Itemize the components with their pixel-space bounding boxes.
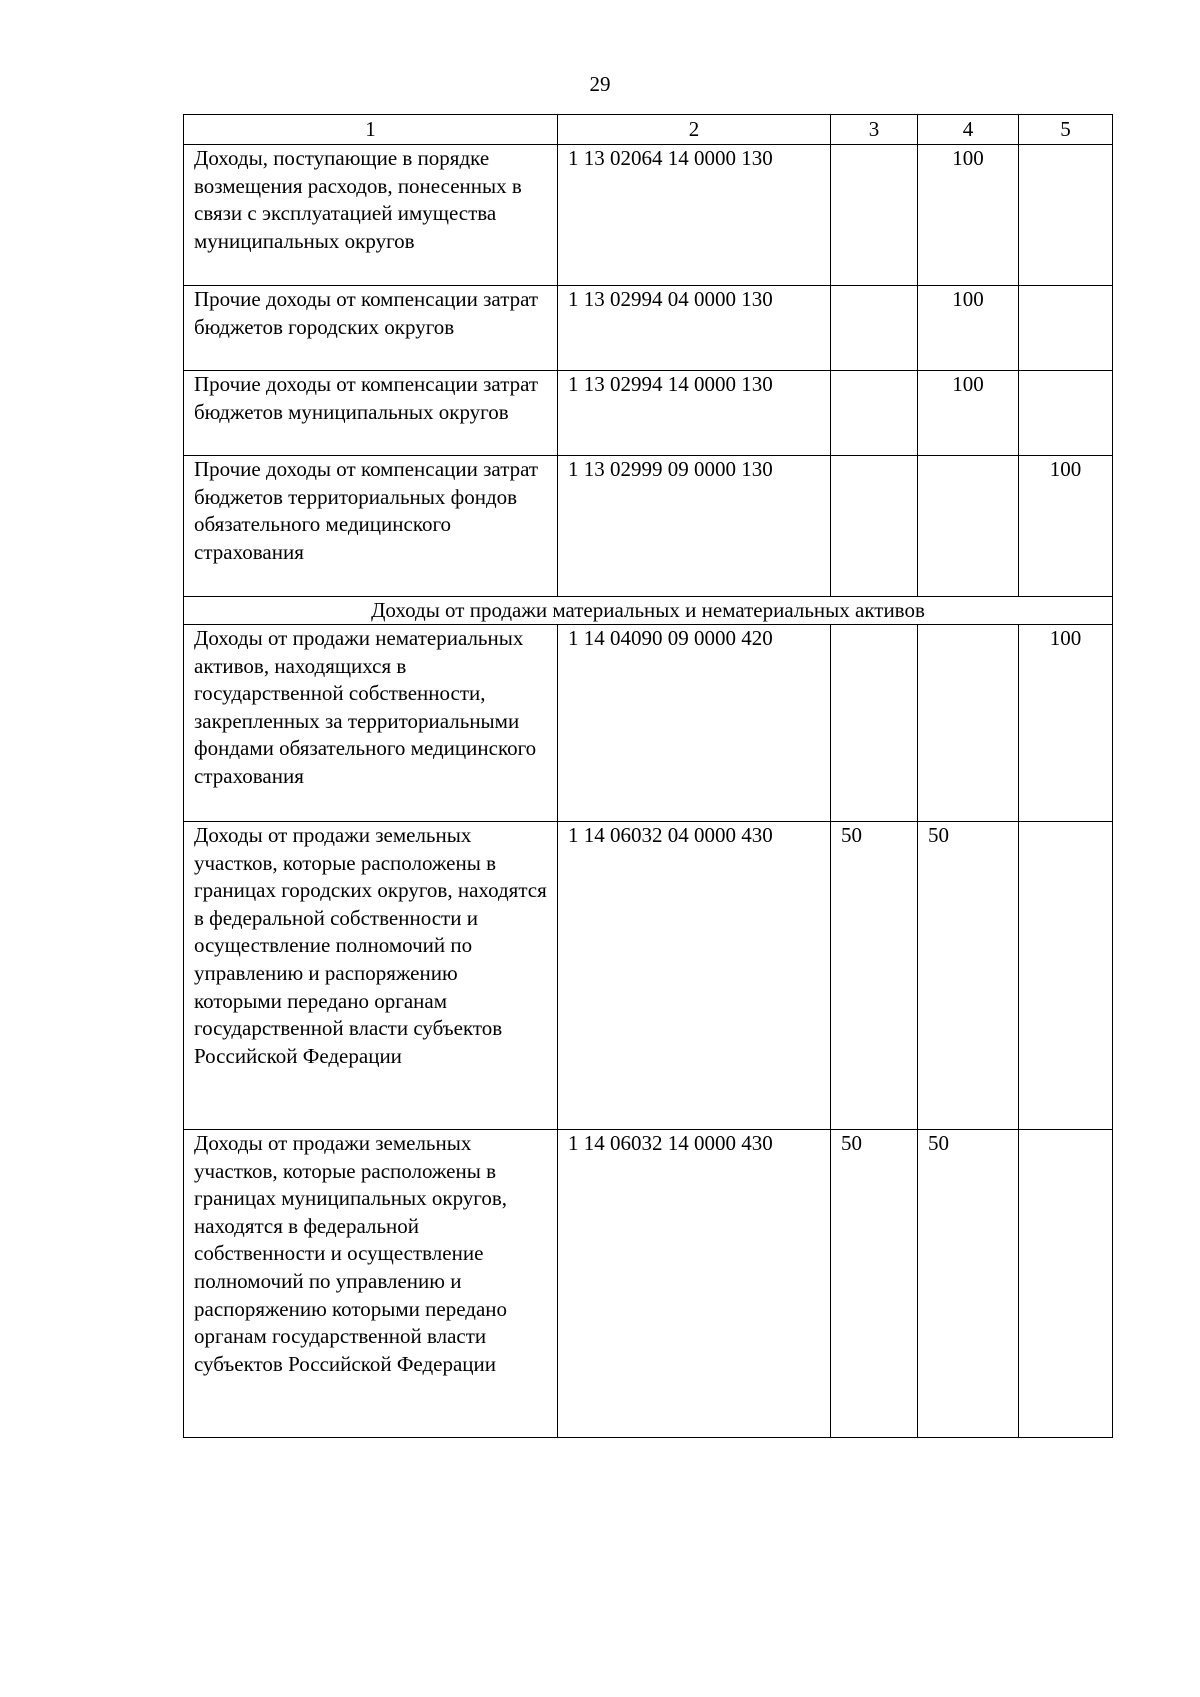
section-header-row	[184, 597, 1113, 625]
revenue-name: Прочие доходы от компенсации затрат бюджетов городских округов	[184, 286, 558, 371]
budget-code: 1 13 02994 04 0000 130	[558, 286, 831, 371]
share-col-3	[831, 456, 918, 597]
share-col-4: 50	[918, 1130, 1019, 1438]
header-col-3: 3	[831, 115, 918, 145]
revenue-name: Доходы от продажи земельных участков, которые расположены в границах муниципальных округов, находятся в федеральной собственности и осуществление полномочий по управлению и распоряжению которыми передано органам государственной власти субъектов Российской Федерации	[184, 1130, 558, 1438]
table-row	[184, 456, 1113, 597]
share-col-3: 50	[831, 1130, 918, 1438]
revenue-name: Доходы, поступающие в порядке возмещения расходов, понесенных в связи с эксплуатацией имущества муниципальных округов	[184, 145, 558, 286]
revenue-distribution-table	[183, 114, 1113, 1438]
budget-code: 1 14 04090 09 0000 420	[558, 625, 831, 822]
section-title: Доходы от продажи материальных и нематериальных активов	[184, 597, 1113, 625]
share-col-3	[831, 286, 918, 371]
share-col-4	[918, 625, 1019, 822]
header-col-1: 1	[184, 115, 558, 145]
share-col-5: 100	[1019, 625, 1113, 822]
budget-code: 1 14 06032 14 0000 430	[558, 1130, 831, 1438]
table-row	[184, 145, 1113, 286]
header-col-2: 2	[558, 115, 831, 145]
revenue-name: Прочие доходы от компенсации затрат бюджетов муниципальных округов	[184, 371, 558, 456]
revenue-name: Доходы от продажи земельных участков, которые расположены в границах городских округов, находятся в федеральной собственности и осуществление полномочий по управлению и распоряжению которыми передано органам государственной власти субъектов Российской Федерации	[184, 822, 558, 1130]
budget-code: 1 14 06032 04 0000 430	[558, 822, 831, 1130]
share-col-4: 50	[918, 822, 1019, 1130]
share-col-4	[918, 456, 1019, 597]
share-col-4: 100	[918, 145, 1019, 286]
budget-code: 1 13 02994 14 0000 130	[558, 371, 831, 456]
share-col-4: 100	[918, 286, 1019, 371]
share-col-5	[1019, 1130, 1113, 1438]
share-col-4: 100	[918, 371, 1019, 456]
table-row	[184, 1130, 1113, 1438]
share-col-3: 50	[831, 822, 918, 1130]
share-col-5	[1019, 286, 1113, 371]
share-col-3	[831, 371, 918, 456]
table-row	[184, 286, 1113, 371]
header-col-5: 5	[1019, 115, 1113, 145]
share-col-5	[1019, 822, 1113, 1130]
revenue-name: Прочие доходы от компенсации затрат бюджетов территориальных фондов обязательного медицинского страхования	[184, 456, 558, 597]
header-col-4: 4	[918, 115, 1019, 145]
table-row	[184, 625, 1113, 822]
share-col-5: 100	[1019, 456, 1113, 597]
table-row	[184, 822, 1113, 1130]
revenue-name: Доходы от продажи нематериальных активов, находящихся в государственной собственности, закрепленных за территориальными фондами обязательного медицинского страхования	[184, 625, 558, 822]
table-header-row	[184, 115, 1113, 145]
share-col-5	[1019, 145, 1113, 286]
table-row	[184, 371, 1113, 456]
share-col-3	[831, 145, 918, 286]
page-number: 29	[589, 72, 611, 96]
budget-code: 1 13 02064 14 0000 130	[558, 145, 831, 286]
share-col-3	[831, 625, 918, 822]
budget-code: 1 13 02999 09 0000 130	[558, 456, 831, 597]
share-col-5	[1019, 371, 1113, 456]
